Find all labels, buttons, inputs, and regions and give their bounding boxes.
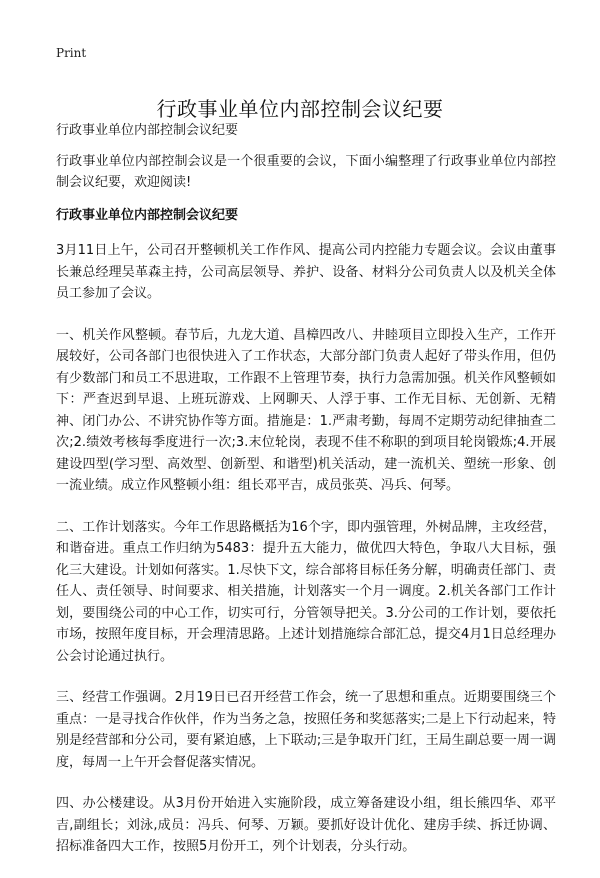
page-title: 行政事业单位内部控制会议纪要 <box>156 97 444 122</box>
section-heading: 行政事业单位内部控制会议纪要 <box>56 207 239 223</box>
print-link[interactable]: Print <box>56 46 87 60</box>
paragraph-work-style: 一、机关作风整顿。春节后，九龙大道、昌樟四改八、井睦项目立即投入生产，工作开展较好，公司各部门也很快进入了工作状态，大部分部门负责人起好了带头作用，但仍有少数部门和员工不思进取，工作跟不上管理节奏，执行力急需加强。机关作风整顿如下：严查迟到早退、上班玩游戏、上网聊天、人浮于事、工作无目标、无创新、无精神、闭门办公、不讲究协作等方面。措施是：1.严肃考勤，每周不定期劳动纪律抽查二次;2.绩效考核每季度进行一次;3.末位轮岗，表现不佳不称职的到项目轮岗锻炼;4.开展建设四型(学习型、高效型、创新型、和谐型)机关活动，建一流机关、塑统一形象、创一流业绩。成立作风整顿小组：组长邓平吉，成员张英、冯兵、何琴。 <box>56 327 556 493</box>
article-subtitle: 行政事业单位内部控制会议纪要 <box>56 123 239 138</box>
article-body <box>56 120 556 878</box>
paragraph-meeting-summary: 3月11日上午，公司召开整顿机关工作作风、提高公司内控能力专题会议。会议由董事长兼总经理吴革森主持，公司高层领导、养护、设备、材料分公司负责人以及机关全体员工参加了会议。 <box>56 243 556 301</box>
paragraph-work-plan: 二、工作计划落实。今年工作思路概括为16个字，即内强管理，外树品牌，主攻经营，和谐奋进。重点工作归纳为5483：提升五大能力，做优四大特色，争取八大目标，强化三大建设。计划如何落实。1.尽快下文，综合部将目标任务分解，明确责任部门、责任人、责任领导、时间要求、相关措施，计划落实一个月一调度。2.机关各部门工作计划，要围绕公司的中心工作，切实可行，分管领导把关。3.分公司的工作计划，要依托市场，按照年度目标，开会理清思路。上述计划措施综合部汇总，提交4月1日总经理办公会讨论通过执行。 <box>56 519 556 664</box>
article-intro: 行政事业单位内部控制会议是一个很重要的会议，下面小编整理了行政事业单位内部控制会议纪要，欢迎阅读! <box>56 153 556 190</box>
paragraph-business-work: 三、经营工作强调。2月19日已召开经营工作会，统一了思想和重点。近期要围绕三个重点：一是寻找合作伙伴，作为当务之急，按照任务和奖惩落实;二是上下行动起来，特别是经营部和分公司，要有紧迫感，上下联动;三是争取开门红，王局生副总要一周一调度，每周一上午开会督促落实情况。 <box>56 690 556 770</box>
paragraph-office-building: 四、办公楼建设。从3月份开始进入实施阶段，成立筹备建设小组，组长熊四华、邓平吉,副组长；刘泳,成员：冯兵、何琴、万颖。要抓好设计优化、建房手续、拆迁协调、招标准备四大工作，按照5月份开工，列个计划表，分头行动。 <box>56 796 556 854</box>
